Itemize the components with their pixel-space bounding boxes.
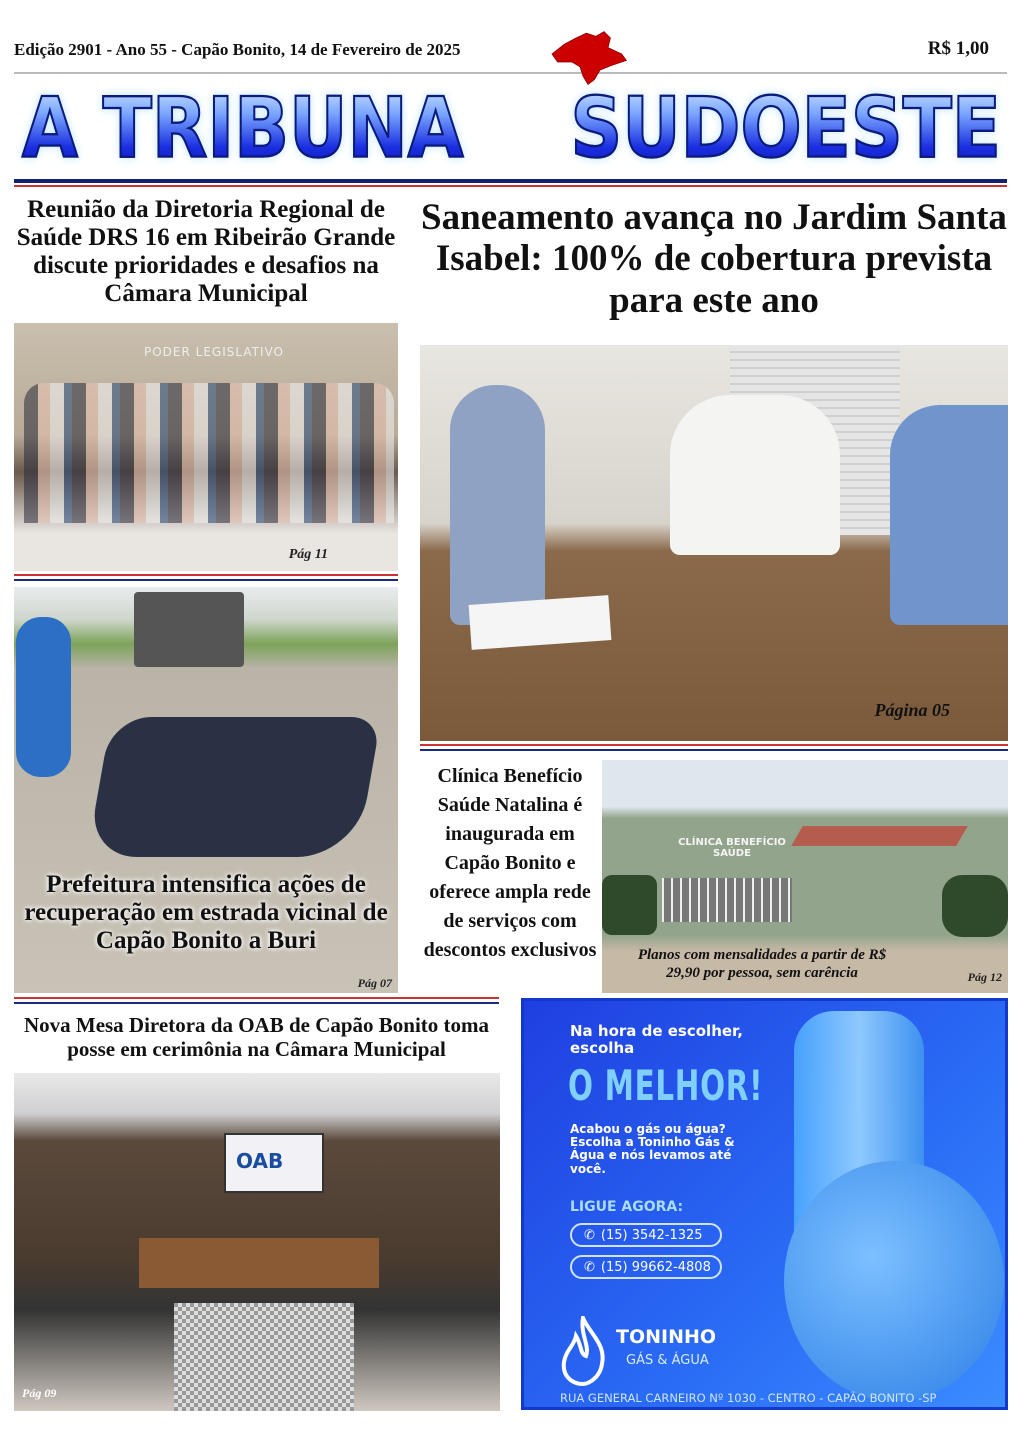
meeting-photo[interactable] bbox=[420, 345, 1008, 741]
phone-1[interactable] bbox=[570, 1223, 722, 1247]
ad-address: RUA GENERAL CARNEIRO Nº 1030 - CENTRO - CAPÃO BONITO -SP bbox=[560, 1391, 937, 1405]
screen-text: OAB bbox=[224, 1133, 324, 1193]
phone-number: (15) 3542-1325 bbox=[600, 1227, 703, 1243]
ad-intro: Na hora de escolher, escolha bbox=[570, 1022, 743, 1057]
road-photo[interactable] bbox=[14, 587, 398, 993]
road-headline: Prefeitura intensifica ações de recuperação em estrada vicinal de Capão Bonito a Buri bbox=[24, 871, 388, 954]
oab-photo[interactable] bbox=[14, 1073, 500, 1411]
divider bbox=[14, 72, 1007, 74]
page-ref: Página 05 bbox=[874, 700, 950, 720]
divider bbox=[14, 185, 1007, 187]
phone-2[interactable] bbox=[570, 1255, 722, 1279]
price: R$ 1,00 bbox=[927, 38, 989, 59]
clinic-photo[interactable] bbox=[602, 760, 1008, 993]
oab-headline[interactable]: Nova Mesa Diretora da OAB de Capão Bonito toma posse em cerimônia na Câmara Municipal bbox=[23, 1013, 490, 1061]
page-ref: Pág 09 bbox=[22, 1386, 57, 1400]
ad-brand: TONINHO bbox=[616, 1326, 717, 1348]
masthead-left: A TRIBUNA bbox=[22, 79, 464, 176]
ad-headline: O MELHOR! bbox=[568, 1061, 764, 1110]
page-ref: Pág 07 bbox=[357, 976, 392, 990]
masthead bbox=[14, 80, 1009, 175]
flame-icon bbox=[558, 1316, 608, 1386]
page-ref: Pág 11 bbox=[288, 547, 328, 562]
divider bbox=[420, 744, 1008, 751]
phone-icon: ✆ bbox=[584, 1227, 595, 1243]
divider bbox=[14, 179, 1007, 183]
page-ref: Pág 12 bbox=[967, 970, 1002, 984]
drs-photo[interactable] bbox=[14, 323, 398, 571]
ad-cta: LIGUE AGORA: bbox=[570, 1199, 684, 1215]
phone-number: (15) 99662-4808 bbox=[600, 1259, 711, 1275]
toninho-ad[interactable] bbox=[521, 998, 1008, 1410]
ad-body: Acabou o gás ou água? Escolha a Toninho Gás & Água e nós levamos até você. bbox=[570, 1122, 735, 1176]
drs-headline[interactable]: Reunião da Diretoria Regional de Saúde DRS 16 em Ribeirão Grande discute prioridades e desafios na Câmara Municipal bbox=[16, 196, 396, 307]
phone-icon: ✆ bbox=[584, 1259, 595, 1275]
edition-line: Edição 2901 - Ano 55 - Capão Bonito, 14 de Fevereiro de 2025 bbox=[14, 40, 461, 59]
ad-brand-sub: GÁS & ÁGUA bbox=[626, 1353, 709, 1368]
sign-text: CLÍNICA BENEFÍCIO SAÚDE bbox=[678, 837, 786, 859]
clinic-headline[interactable]: Clínica Benefício Saúde Natalina é inaugurada em Capão Bonito e oferece ampla rede de serviços com descontos exclusivos bbox=[423, 765, 597, 961]
masthead-right: SUDOESTE bbox=[570, 79, 1001, 176]
sao-paulo-map-icon bbox=[548, 30, 628, 86]
divider bbox=[14, 574, 398, 581]
sanitation-headline[interactable]: Saneamento avança no Jardim Santa Isabel: 100% de cobertura prevista para este ano bbox=[421, 197, 1007, 321]
divider bbox=[14, 997, 499, 1004]
clinic-caption: Planos com mensalidades a partir de R$ 29,90 por pessoa, sem carência bbox=[637, 947, 887, 981]
sign-text: PODER LEGISLATIVO bbox=[144, 345, 284, 359]
